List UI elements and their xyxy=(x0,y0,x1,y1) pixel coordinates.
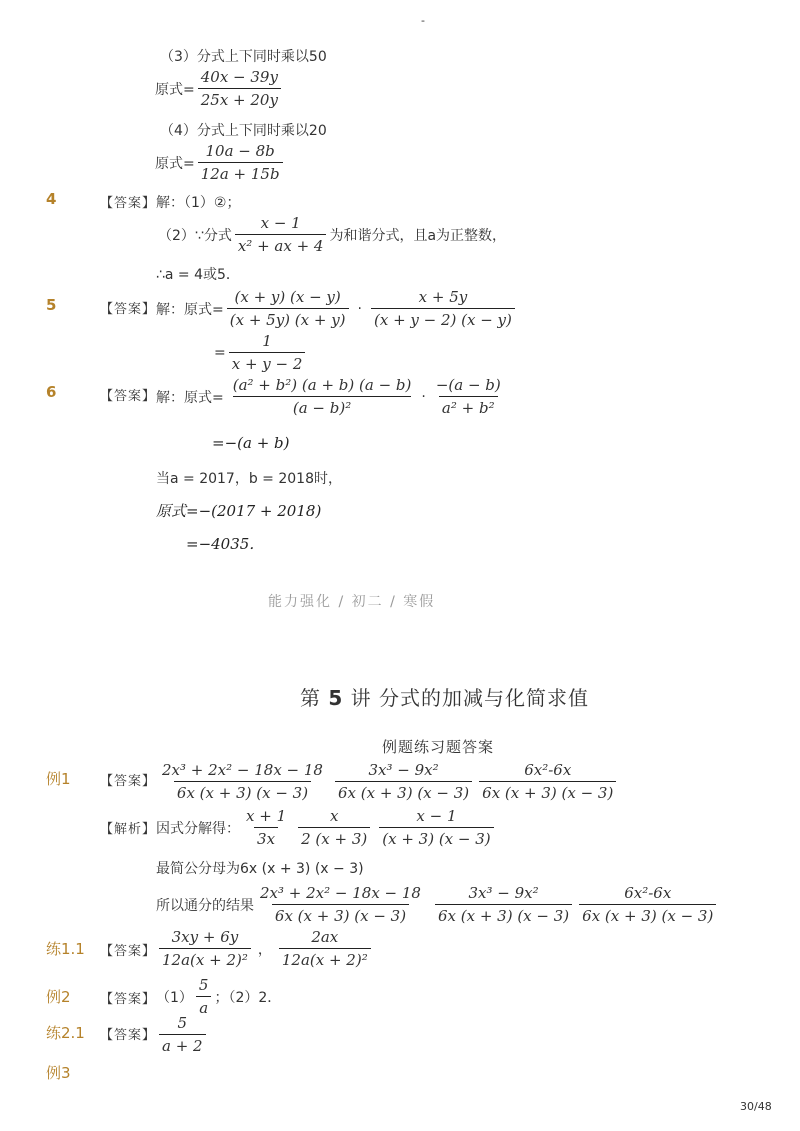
ex2-answer: （1） $\frac{5}{a}$ ；（2）2． xyxy=(156,976,282,1017)
ex1-answer xyxy=(156,761,619,802)
question-number: 5 xyxy=(46,296,57,314)
fraction: $\frac{x - 1}{\text{x² + ax + 4}}$ xyxy=(235,214,327,255)
fraction: $\frac{5}{a + 2}$ xyxy=(159,1014,206,1055)
fraction: $\frac{\text{3x³ − 9x²}}{6x (x + 3) (x - 3)}$ xyxy=(335,761,472,802)
fraction: $\frac{\text{6x²-6x}}{6x (x + 3) (x - 3)}$ xyxy=(579,884,716,925)
fraction: $\frac{40x - 39y}{25x + 20y}$ xyxy=(198,68,281,109)
ex1-result: 所以通分的结果 $\frac{\text{2x³ + 2x² − 18x − 18}}{6x (x + 3) (x - 3)}$ $\frac{\text{3x³ − 9x²}}{6x (x + 3) (x - 3)}$ $\frac{\text{6x²-6x}}{6x (x + 3) (x - 3)}$ xyxy=(156,884,719,925)
fraction: $\frac{x - 1}{(x + 3) (x - 3)}$ xyxy=(379,807,493,848)
q6-line2: =−(a + b) xyxy=(212,434,290,452)
answer-tag: 【答案】 xyxy=(100,302,157,317)
ex1-factor: 因式分解得： $\frac{x + 1}{3x}$ $\frac{x}{2 (x + 3)}$ $\frac{x - 1}{(x + 3) (x - 3)}$ xyxy=(156,807,497,848)
answer-tag: 【答案】 xyxy=(100,944,157,959)
step4-label: （4）分式上下同时乘以20 xyxy=(160,123,327,139)
example-label: 例3 xyxy=(46,1064,71,1082)
fraction: $\frac{3xy + 6y}{\text{12a(x + 2)²}}$ xyxy=(159,928,251,969)
pr11-answer: $\frac{3xy + 6y}{\text{12a(x + 2)²}}$ ， $\frac{2ax}{\text{12a(x + 2)²}}$ xyxy=(156,928,374,969)
q5-formula: 解：原式= $\frac{(x + y) (x - y)}{(x + 5y) (x + y)}$ · $\frac{x + 5y}{(x + y - 2) (x - y)}$ xyxy=(156,288,518,329)
practice-label: 练1.1 xyxy=(46,940,85,958)
fraction: $\frac{-(a - b)}{\text{a² + b²}}$ xyxy=(435,376,501,417)
answer-tag: 【答案】 xyxy=(100,1028,157,1043)
fraction: $\frac{\text{2x³ + 2x² − 18x − 18}}{6x (x + 3) (x - 3)}$ xyxy=(162,761,323,802)
answer-tag: 【答案】 xyxy=(100,774,157,789)
q4-line3: ∴a = 4或5． xyxy=(156,267,240,283)
fraction: $\frac{x + 5y}{(x + y - 2) (x - y)}$ xyxy=(371,288,515,329)
q4-line1: 解：（1）②； xyxy=(156,195,241,211)
practice-label: 练2.1 xyxy=(46,1024,85,1042)
fraction: $\frac{\text{2x³ + 2x² − 18x − 18}}{6x (x + 3) (x - 3)}$ xyxy=(260,884,421,925)
fraction: $\frac{2ax}{\text{12a(x + 2)²}}$ xyxy=(279,928,371,969)
q6-formula: 解：原式= $\frac{\text{(a² + b²) (a + b) (a − b)}}{\text{(a − b)²}}$ · $\frac{-(a - b)}{\text{a² + b²}}$ xyxy=(156,376,507,417)
fraction: $\frac{\text{3x³ − 9x²}}{6x (x + 3) (x - 3)}$ xyxy=(435,884,572,925)
fraction: $\frac{1}{x + y - 2}$ xyxy=(229,332,306,373)
analysis-tag: 【解析】 xyxy=(100,822,157,837)
question-number: 6 xyxy=(46,383,57,401)
footer-breadcrumb: 能力强化 / 初二 / 寒假 xyxy=(268,594,436,610)
question-number: 4 xyxy=(46,190,57,208)
ex1-lcd: 最简公分母为6x (x + 3) (x − 3) xyxy=(156,861,364,877)
example-label: 例1 xyxy=(46,770,71,788)
answer-tag: 【答案】 xyxy=(100,196,157,211)
example-label: 例2 xyxy=(46,988,71,1006)
fraction: $\frac{(x + y) (x - y)}{(x + 5y) (x + y)}$ xyxy=(227,288,349,329)
answer-tag: 【答案】 xyxy=(100,389,157,404)
fraction: $\frac{10a - 8b}{12a + 15b}$ xyxy=(198,142,283,183)
fraction: $\frac{5}{a}$ xyxy=(196,976,212,1017)
q5-result: = $\frac{1}{x + y - 2}$ xyxy=(214,332,308,373)
q4-line2: （2）∵分式 $\frac{x - 1}{\text{x² + ax + 4}}$ 为和谐分式，且a为正整数， xyxy=(158,214,507,255)
step3-label: （3）分式上下同时乘以50 xyxy=(160,49,327,65)
pr21-answer xyxy=(156,1014,209,1055)
fraction: $\frac{\text{(a² + b²) (a + b) (a − b)}}{\text{(a − b)²}}$ xyxy=(232,376,412,417)
fraction: $\frac{\text{6x²-6x}}{6x (x + 3) (x - 3)}$ xyxy=(479,761,616,802)
answer-tag: 【答案】 xyxy=(100,992,157,1007)
fraction: $\frac{x}{2 (x + 3)}$ xyxy=(298,807,370,848)
lecture-subtitle: 例题练习题答案 xyxy=(382,738,495,756)
step3-formula: 原式= $\frac{40x - 39y}{25x + 20y}$ xyxy=(155,68,284,109)
step4-formula: 原式= $\frac{10a - 8b}{12a + 15b}$ xyxy=(155,142,286,183)
header-mark: - xyxy=(421,14,425,27)
page-number: 30/48 xyxy=(740,1100,772,1113)
q6-line3: 当a = 2017，b = 2018时， xyxy=(156,471,342,487)
q6-line5: =−4035． xyxy=(186,535,265,553)
q6-line4: 原式=−(2017 + 2018) xyxy=(156,502,322,520)
fraction: $\frac{x + 1}{3x}$ xyxy=(246,807,287,848)
lecture-title: 第 5 讲 分式的加减与化简求值 xyxy=(300,686,589,710)
